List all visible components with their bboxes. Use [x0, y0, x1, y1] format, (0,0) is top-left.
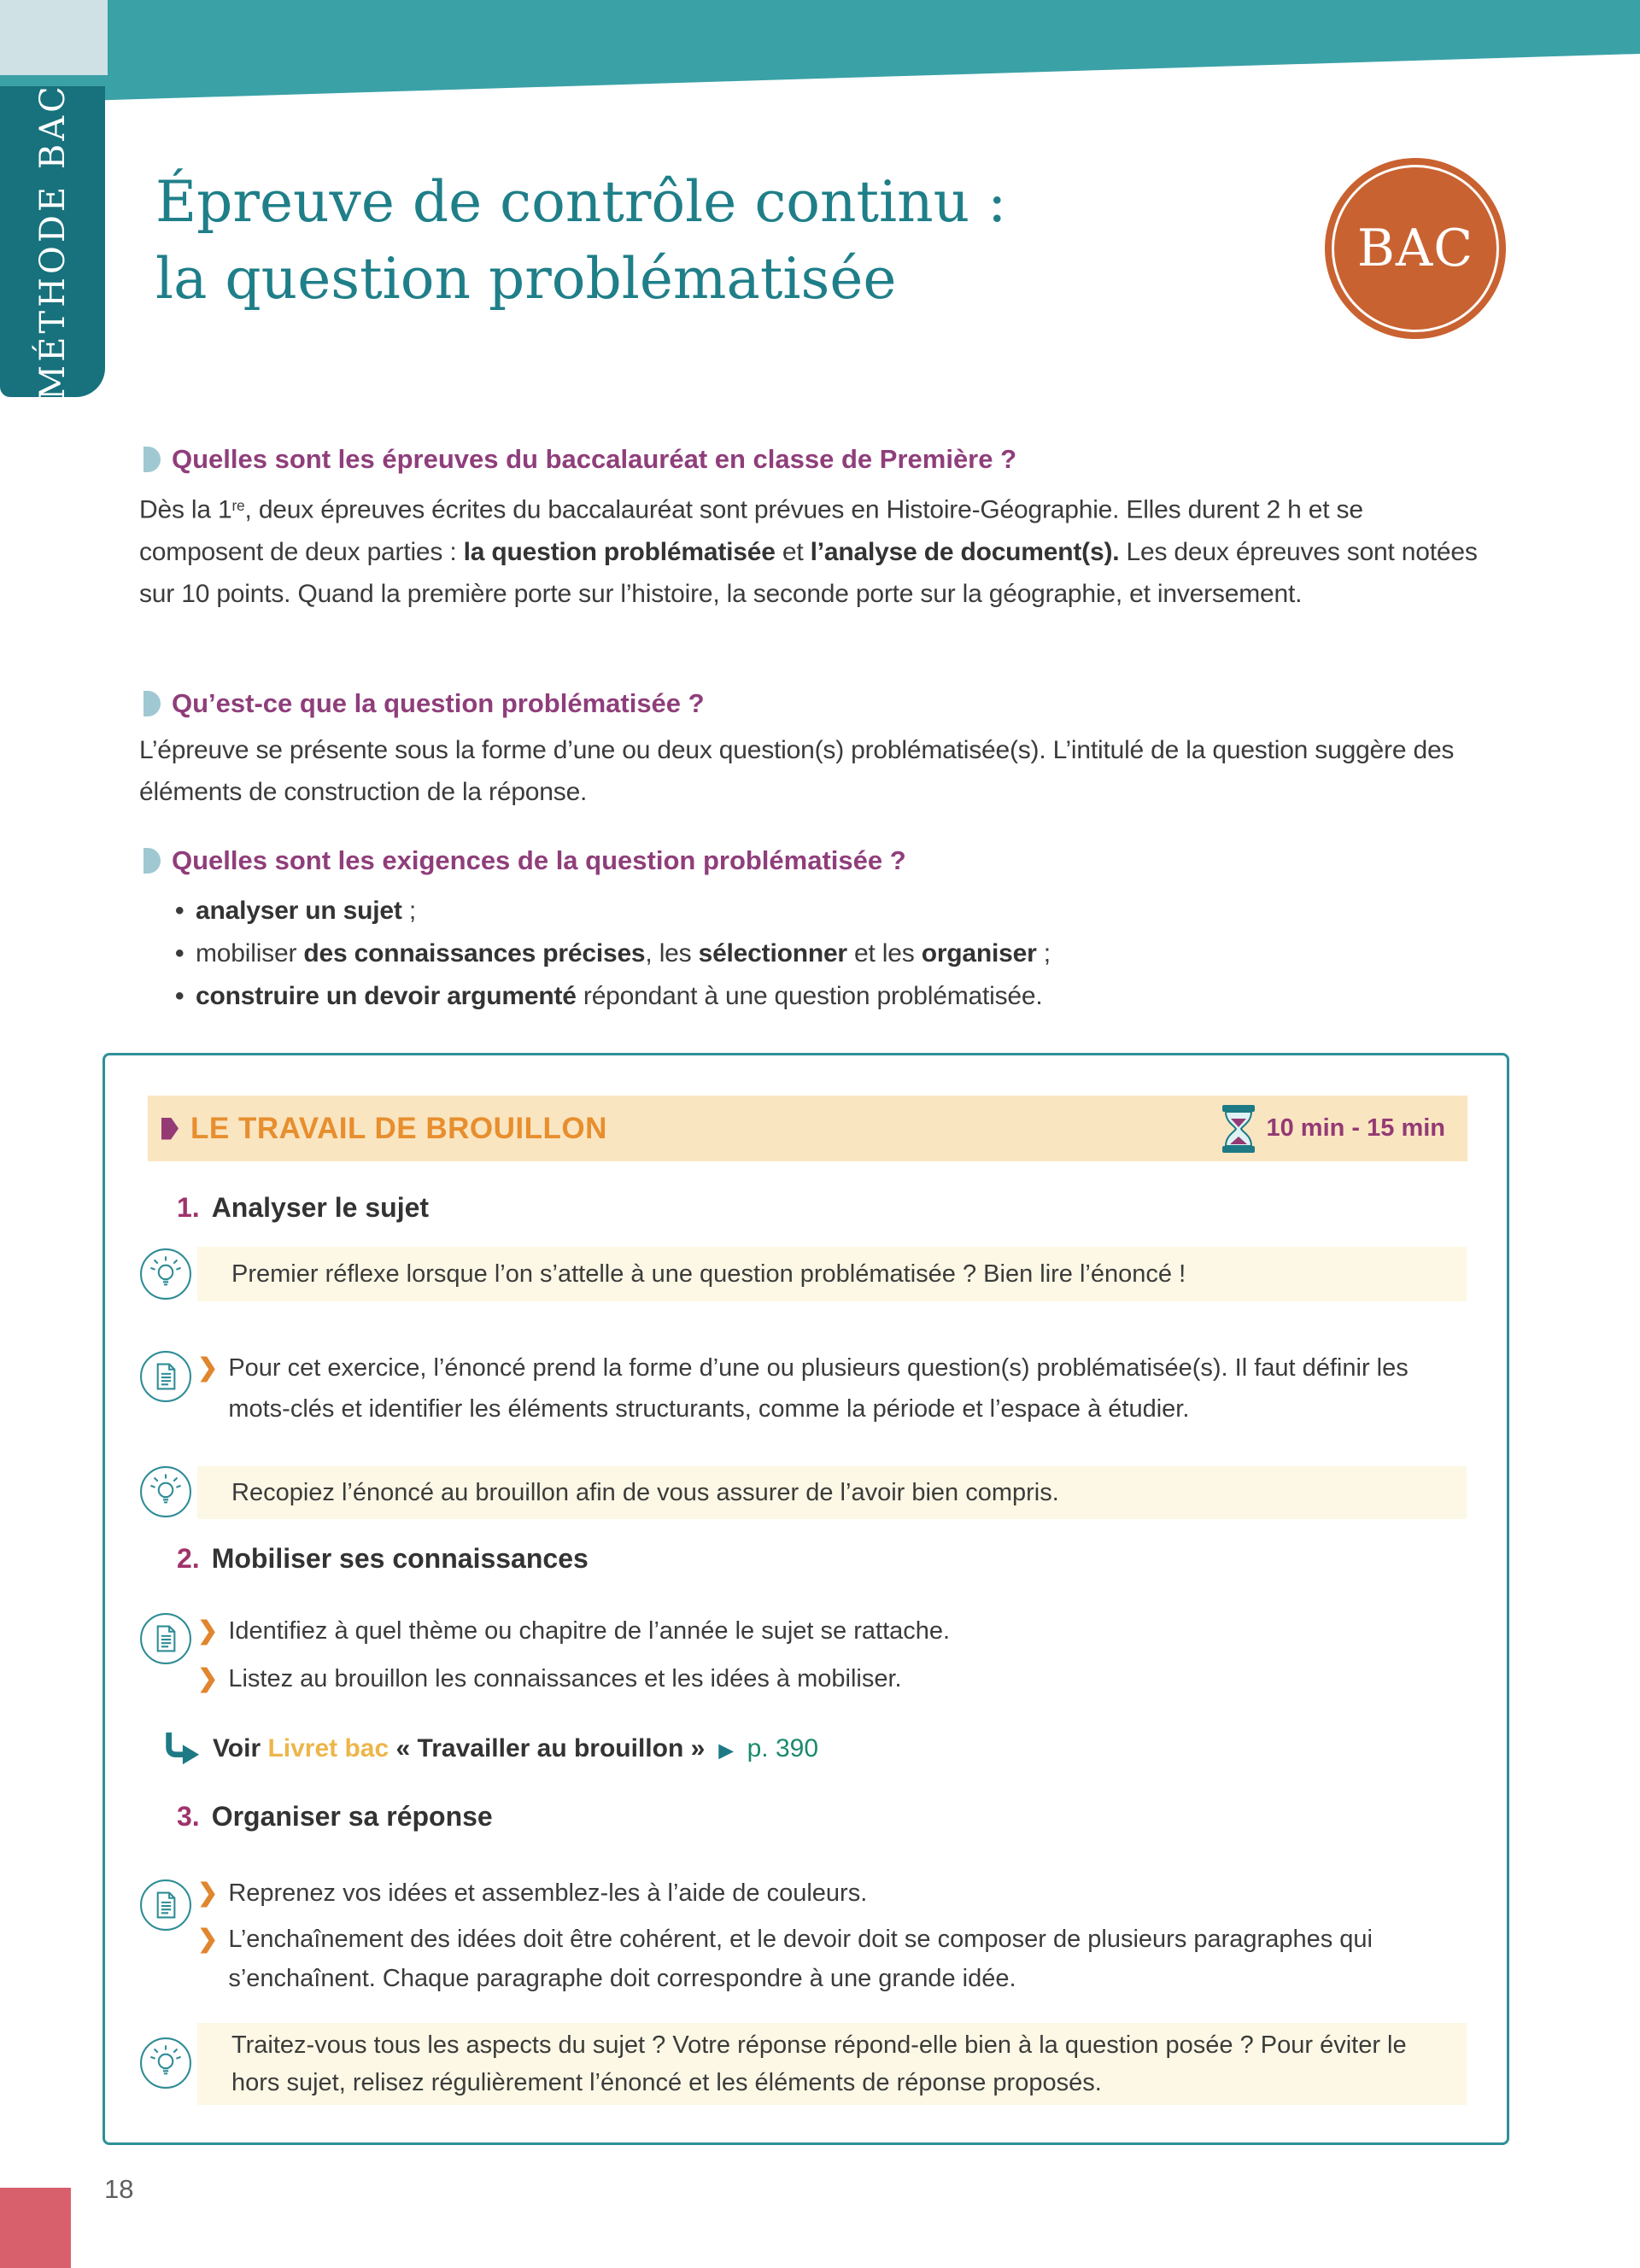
consigne-text: Listez au brouillon les connaissances et les idées à mobiliser.	[228, 1665, 902, 1692]
duration-badge	[1220, 1105, 1445, 1153]
chevron-icon: ❯	[197, 1665, 219, 1692]
section-bullet-icon	[144, 447, 161, 472]
document-icon	[139, 1350, 192, 1403]
consigne-item	[197, 1347, 1487, 1429]
section-heading-text: Qu’est-ce que la question problématisée ?	[172, 688, 705, 718]
step-number: 1.	[177, 1192, 200, 1223]
consigne-text: Identifiez à quel thème ou chapitre de l’année le sujet se rattache.	[228, 1617, 951, 1645]
section-heading-text: Quelles sont les épreuves du baccalauréat en classe de Première ?	[172, 444, 1017, 474]
exigences-list	[175, 890, 1491, 1018]
paragraph-epreuves: Dès la 1re, deux épreuves écrites du baccalauréat sont prévues en Histoire-Géographie. Elles durent 2 h et se composent de deux parties : la question problématisée et l’analyse de document(s). Les deux épreuves sont notées sur 10 points. Quand la première porte sur l’histoire, la seconde porte sur la géographie, et inversement.	[139, 495, 1478, 608]
section-heading-text: Quelles sont les exigences de la question problématisée ?	[172, 845, 906, 875]
tip-band	[197, 1247, 1467, 1301]
method-box	[102, 1053, 1509, 2145]
list-item-text: construire un devoir argumenté répondant à une question problématisée.	[196, 982, 1043, 1010]
chevron-icon: ❯	[197, 1617, 219, 1645]
step-3-heading	[177, 1801, 493, 1833]
consigne-item	[197, 1658, 1487, 1699]
tip-text: Recopiez l’énoncé au brouillon afin de vous assurer de l’avoir bien compris.	[231, 1479, 1059, 1506]
pentagon-bullet-icon	[161, 1118, 179, 1140]
page-number: 18	[104, 2174, 134, 2204]
consigne-item	[197, 1610, 1487, 1651]
method-bac-tab-label: MÉTHODE BAC	[32, 83, 73, 400]
corner-block	[0, 0, 108, 75]
section-bullet-icon	[144, 691, 161, 716]
return-arrow-icon	[161, 1730, 201, 1768]
list-item	[175, 975, 1491, 1018]
tip-text: Traitez-vous tous les aspects du sujet ? Votre réponse répond-elle bien à la question posée ? Pour éviter le hors sujet, relisez régulièrement l’énoncé et les éléments de réponse proposés.	[231, 2031, 1407, 2096]
list-item	[175, 890, 1491, 932]
page-title	[155, 164, 1006, 318]
bullet-dot: •	[175, 897, 184, 925]
step-number: 3.	[177, 1801, 200, 1832]
section-heading-exigences	[144, 845, 906, 876]
paragraph-definition: L’épreuve se présente sous la forme d’une ou deux question(s) problématisée(s). L’intitulé de la question suggère des éléments de construction de la réponse.	[139, 736, 1455, 806]
document-icon	[139, 1612, 192, 1665]
step-label: Analyser le sujet	[211, 1192, 430, 1223]
footer-color-block	[0, 2188, 71, 2268]
chevron-icon: ❯	[197, 1879, 219, 1907]
consigne-item	[197, 1920, 1487, 1998]
list-item-text: analyser un sujet ;	[196, 897, 416, 925]
step-2-heading	[177, 1543, 589, 1575]
tip-text: Premier réflexe lorsque l’on s’attelle à une question problématisée ? Bien lire l’énoncé !	[231, 1260, 1186, 1288]
list-item	[175, 932, 1491, 975]
consigne-list	[197, 1347, 1487, 1436]
tip-band	[197, 1466, 1467, 1519]
step-label: Organiser sa réponse	[211, 1801, 493, 1832]
consigne-text: Pour cet exercice, l’énoncé prend la forme d’une ou plusieurs question(s) problématisée(s). Il faut définir les mots-clés et identifier les éléments structurants, comme la période et l’espace à étudier.	[228, 1354, 1409, 1423]
document-icon	[139, 1879, 192, 1932]
duration-text: 10 min - 15 min	[1266, 1114, 1445, 1142]
method-bac-tab	[0, 83, 105, 400]
bac-badge-ring	[1332, 165, 1499, 332]
section-heading-epreuves	[144, 444, 1016, 475]
cross-reference	[161, 1730, 818, 1768]
consigne-item	[197, 1873, 1487, 1913]
step-label: Mobiliser ses connaissances	[211, 1543, 589, 1574]
hourglass-icon	[1220, 1105, 1257, 1153]
lightbulb-icon	[139, 1465, 192, 1518]
section-heading-definition	[144, 688, 705, 719]
lightbulb-icon	[139, 1248, 192, 1301]
section-bullet-icon	[144, 848, 161, 874]
bac-badge-icon	[1325, 158, 1506, 339]
method-box-header	[148, 1096, 1467, 1161]
method-box-title: LE TRAVAIL DE BROUILLON	[190, 1111, 607, 1145]
lightbulb-icon	[139, 2037, 192, 2090]
consigne-list	[197, 1610, 1487, 1706]
step-1-heading	[177, 1192, 429, 1224]
page-title-line1: Épreuve de contrôle continu :	[155, 169, 1007, 235]
list-item-text: mobiliser des connaissances précises, les sélectionner et les organiser ;	[196, 939, 1051, 967]
consigne-list	[197, 1873, 1487, 2005]
bullet-dot: •	[175, 982, 184, 1010]
chevron-icon: ❯	[197, 1354, 219, 1382]
header-banner	[0, 0, 1640, 107]
page-title-line2: la question problématisée	[155, 246, 897, 312]
tip-band	[197, 2023, 1467, 2105]
chevron-icon: ❯	[197, 1926, 219, 1953]
bullet-dot: •	[175, 939, 184, 967]
consigne-text: Reprenez vos idées et assemblez-les à l’aide de couleurs.	[228, 1879, 868, 1907]
consigne-text: L’enchaînement des idées doit être cohérent, et le devoir doit se composer de plusieurs paragraphes qui s’enchaînent. Chaque paragraphe doit correspondre à une grande idée.	[228, 1926, 1373, 1992]
bac-badge-label: BAC	[1356, 219, 1474, 278]
cross-reference-text: Voir Livret bac « Travailler au brouillon » ▶ p. 390	[213, 1734, 819, 1762]
step-number: 2.	[177, 1543, 200, 1574]
